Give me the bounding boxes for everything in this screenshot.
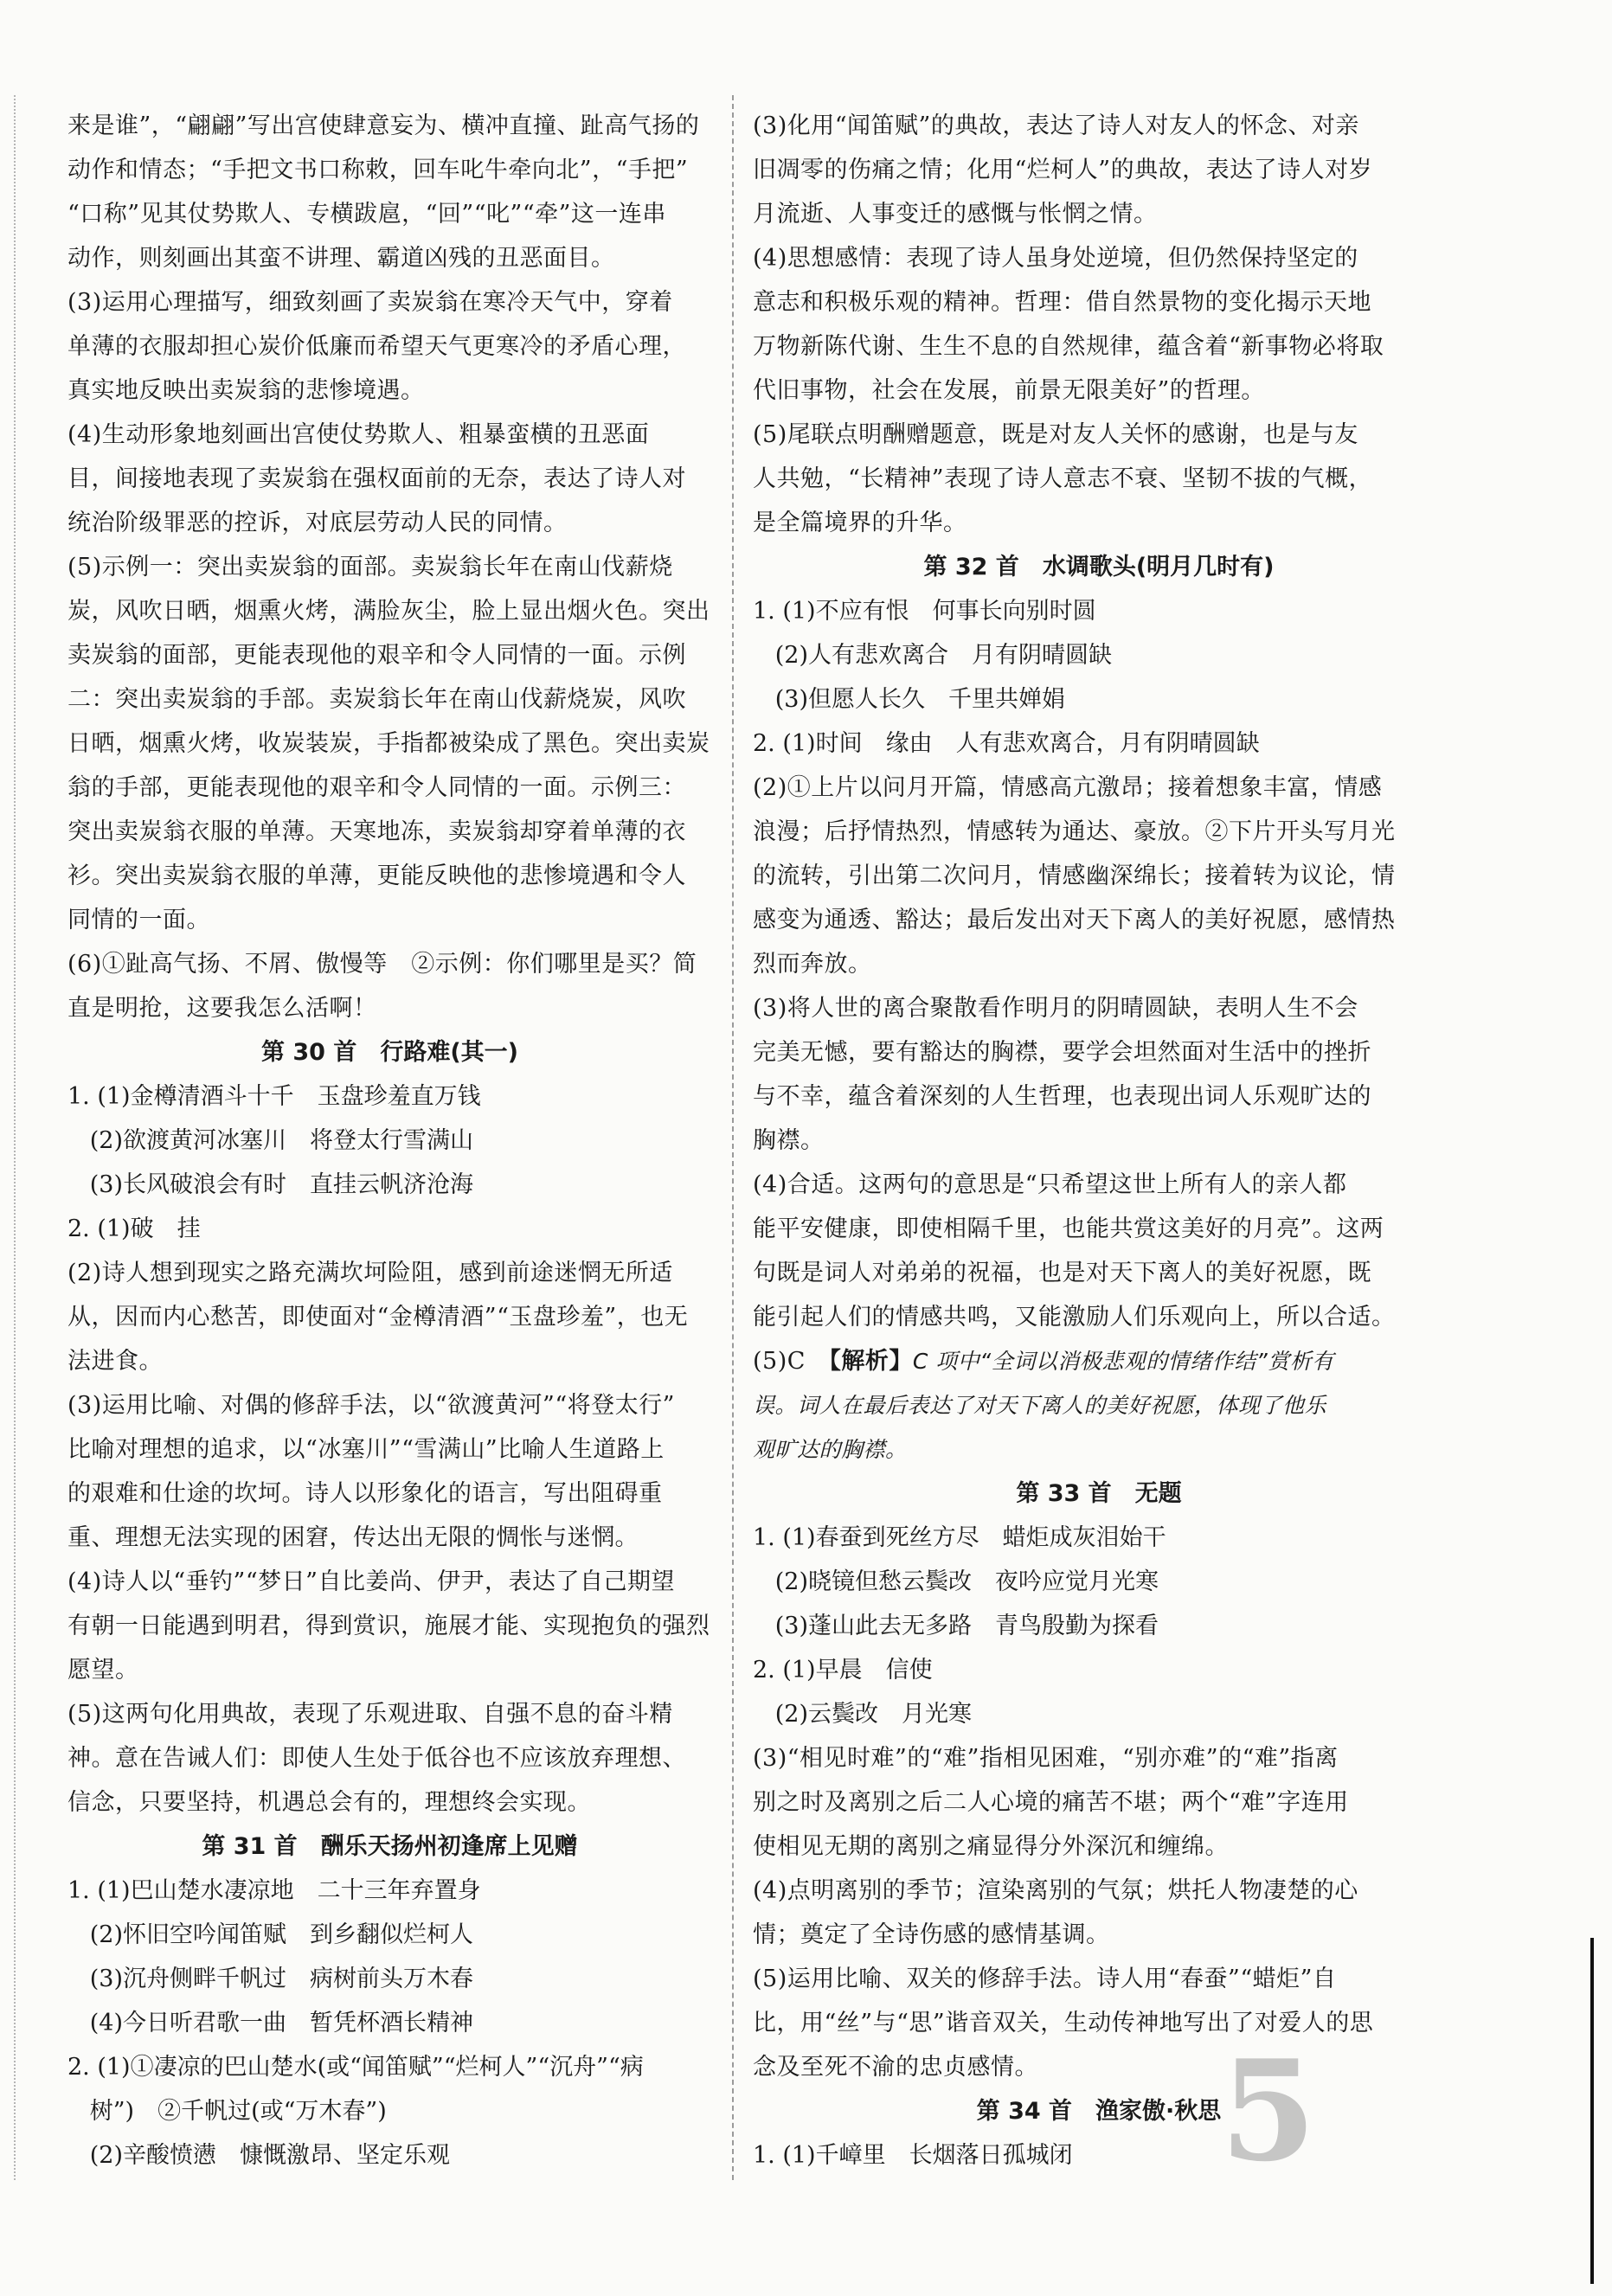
text-line: 统治阶级罪恶的控诉，对底层劳动人民的同情。 bbox=[67, 510, 568, 536]
answer-line: (2)辛酸愤懑 慷慨激昂、坚定乐观 bbox=[67, 2142, 450, 2169]
text-line: (6)①趾高气扬、不屑、傲慢等 ②示例：你们哪里是买？简 bbox=[67, 951, 697, 978]
text-line: 突出卖炭翁衣服的单薄。天寒地冻，卖炭翁却穿着单薄的衣 bbox=[67, 818, 686, 845]
text-line: 别之时及离别之后二人心境的痛苦不堪；两个“难”字连用 bbox=[753, 1789, 1349, 1816]
text-line: 愿望。 bbox=[67, 1657, 139, 1684]
analysis-text-2: 误。词人在最后表达了对天下离人的美好祝愿，体现了他乐 bbox=[753, 1393, 1327, 1418]
text-line: 能引起人们的情感共鸣，又能激励人们乐观向上，所以合适。 bbox=[753, 1304, 1396, 1331]
text-line: 单薄的衣服却担心炭价低廉而希望天气更寒冷的矛盾心理， bbox=[67, 333, 686, 360]
text-line: 目，间接地表现了卖炭翁在强权面前的无奈，表达了诗人对 bbox=[67, 465, 686, 492]
text-line: 动作和情态；“手把文书口称敕，回车叱牛牵向北”，“手把” bbox=[67, 157, 689, 183]
text-line: 翁的手部，更能表现他的艰辛和令人同情的一面。示例三： bbox=[67, 774, 686, 801]
q5-answer: (5)C bbox=[753, 1348, 830, 1375]
text-line: 胸襟。 bbox=[753, 1127, 825, 1154]
answer-line: 树”) ②千帆过(或“万木春”) bbox=[67, 2098, 387, 2125]
text-line: (4)生动形象地刻画出宫使仗势欺人、粗暴蛮横的丑恶面 bbox=[67, 421, 650, 448]
text-line: (3)将人世的离合聚散看作明月的阴晴圆缺，表明人生不会 bbox=[753, 995, 1358, 1022]
text-line: (3)运用心理描写，细致刻画了卖炭翁在寒冷天气中，穿着 bbox=[67, 289, 673, 316]
text-line: 比喻对理想的追求，以“冰塞川”“雪满山”比喻人生道路上 bbox=[67, 1436, 665, 1463]
text-line: (3)化用“闻笛赋”的典故，表达了诗人对友人的怀念、对亲 bbox=[753, 112, 1359, 139]
answer-line: (2)欲渡黄河冰塞川 将登太行雪满山 bbox=[67, 1127, 473, 1154]
text-line: (2)①上片以问月开篇，情感高亢激昂；接着想象丰富，情感 bbox=[753, 774, 1383, 801]
text-line: (4)思想感情：表现了诗人虽身处逆境，但仍然保持坚定的 bbox=[753, 245, 1358, 272]
answer-line: (2)云鬓改 月光寒 bbox=[753, 1701, 972, 1728]
answer-line: (2)怀旧空吟闻笛赋 到乡翻似烂柯人 bbox=[67, 1921, 473, 1948]
text-line: 使相见无期的离别之痛显得分外深沉和缠绵。 bbox=[753, 1833, 1229, 1860]
text-line: 完美无憾，要有豁达的胸襟，要学会坦然面对生活中的挫折 bbox=[753, 1039, 1371, 1066]
answer-line: (2)晓镜但愁云鬓改 夜吟应觉月光寒 bbox=[753, 1568, 1159, 1595]
section-title-32: 第 32 首 水调歌头(明月几时有) bbox=[923, 554, 1275, 580]
left-column bbox=[67, 104, 712, 2177]
poem33-explanations bbox=[753, 1736, 1445, 2089]
answer-line: (4)今日听君歌一曲 暂凭杯酒长精神 bbox=[67, 2010, 473, 2036]
poem34-answers bbox=[753, 2133, 1445, 2177]
text-line: 是全篇境界的升华。 bbox=[753, 510, 967, 536]
analysis-tag: 【解析】 bbox=[829, 1348, 913, 1375]
poem30-explanations bbox=[67, 1251, 712, 1825]
section-title-31: 第 31 首 酬乐天扬州初逢席上见赠 bbox=[202, 1833, 578, 1860]
text-line: 来是谁”，“翩翩”写出宫使肆意妄为、横冲直撞、趾高气扬的 bbox=[67, 112, 700, 139]
text-line: 同情的一面。 bbox=[67, 907, 210, 933]
binding-edge bbox=[14, 95, 16, 2180]
analysis-text-3: 观旷达的胸襟。 bbox=[753, 1437, 908, 1462]
text-line: (5)示例一：突出卖炭翁的面部。卖炭翁长年在南山伐薪烧 bbox=[67, 554, 673, 580]
text-line: 衫。突出卖炭翁衣服的单薄，更能反映他的悲惨境遇和令人 bbox=[67, 863, 686, 889]
answer-line: (3)但愿人长久 千里共婵娟 bbox=[753, 686, 1065, 713]
text-line: 句既是词人对弟弟的祝福，也是对天下离人的美好祝愿，既 bbox=[753, 1260, 1371, 1286]
text-line: 的流转，引出第二次问月，情感幽深绵长；接着转为议论，情 bbox=[753, 863, 1396, 889]
text-line: (3)运用比喻、对偶的修辞手法，以“欲渡黄河”“将登太行” bbox=[67, 1392, 675, 1419]
text-line: 神。意在告诫人们：即使人生处于低谷也不应该放弃理想、 bbox=[67, 1745, 686, 1772]
text-line: 旧凋零的伤痛之情；化用“烂柯人”的典故，表达了诗人对岁 bbox=[753, 157, 1373, 183]
poem30-answers bbox=[67, 1074, 712, 1251]
text-line: 意志和积极乐观的精神。哲理：借自然景物的变化揭示天地 bbox=[753, 289, 1371, 316]
right-column bbox=[753, 104, 1445, 2177]
text-line: 有朝一日能遇到明君，得到赏识，施展才能、实现抱负的强烈 bbox=[67, 1613, 710, 1639]
poem31-answers bbox=[67, 1869, 712, 2177]
answer-line: 1. (1)千嶂里 长烟落日孤城闭 bbox=[753, 2142, 1073, 2169]
answer-line: 2. (1)①凄凉的巴山楚水(或“闻笛赋”“烂柯人”“沉舟”“病 bbox=[67, 2054, 644, 2081]
text-line: 情；奠定了全诗伤感的感情基调。 bbox=[753, 1921, 1110, 1948]
text-line: 念及至死不渝的忠贞感情。 bbox=[753, 2054, 1038, 2081]
text-line: (3)“相见时难”的“难”指相见困难，“别亦难”的“难”指离 bbox=[753, 1745, 1339, 1772]
text-line: 真实地反映出卖炭翁的悲惨境遇。 bbox=[67, 377, 425, 404]
section-title-30: 第 30 首 行路难(其一) bbox=[260, 1039, 519, 1066]
answer-line: 1. (1)巴山楚水凄凉地 二十三年弃置身 bbox=[67, 1877, 481, 1904]
text-line: 从，因而内心愁苦，即使面对“金樽清酒”“玉盘珍羞”，也无 bbox=[67, 1304, 689, 1331]
poem31-continued bbox=[753, 104, 1445, 545]
text-line: 动作，则刻画出其蛮不讲理、霸道凶残的丑恶面目。 bbox=[67, 245, 615, 272]
poem32-answers bbox=[753, 589, 1445, 766]
text-line: (5)尾联点明酬赠题意，既是对友人关怀的感谢，也是与友 bbox=[753, 421, 1358, 448]
analysis-text-1: C 项中“全词以消极悲观的情绪作结”赏析有 bbox=[912, 1349, 1334, 1374]
answer-line: (3)沉舟侧畔千帆过 病树前头万木春 bbox=[67, 1966, 473, 1992]
answer-line: 2. (1)时间 缘由 人有悲欢离合，月有阴晴圆缺 bbox=[753, 730, 1260, 757]
text-line: 炭，风吹日晒，烟熏火烤，满脸灰尘，脸上显出烟火色。突出 bbox=[67, 598, 710, 625]
answer-line: (2)人有悲欢离合 月有阴晴圆缺 bbox=[753, 642, 1112, 669]
answer-line: 2. (1)破 挂 bbox=[67, 1215, 201, 1242]
text-line: 比，用“丝”与“思”谐音双关，生动传神地写出了对爱人的思 bbox=[753, 2010, 1374, 2036]
text-line: 万物新陈代谢、生生不息的自然规律，蕴含着“新事物必将取 bbox=[753, 333, 1384, 360]
answer-line: 1. (1)金樽清酒斗十千 玉盘珍羞直万钱 bbox=[67, 1083, 481, 1110]
text-line: 浪漫；后抒情热烈，情感转为通达、豪放。②下片开头写月光 bbox=[753, 818, 1396, 845]
poem29-continued bbox=[67, 104, 712, 1030]
text-line: 信念，只要坚持，机遇总会有的，理想终会实现。 bbox=[67, 1789, 591, 1816]
answer-line: 1. (1)春蚕到死丝方尽 蜡炬成灰泪始干 bbox=[753, 1524, 1166, 1551]
text-line: 烈而奔放。 bbox=[753, 951, 872, 978]
poem32-q5 bbox=[753, 1339, 1445, 1383]
text-line: 直是明抢，这要我怎么活啊！ bbox=[67, 995, 377, 1022]
section-title-33: 第 33 首 无题 bbox=[1016, 1480, 1182, 1507]
text-line: 法进食。 bbox=[67, 1348, 163, 1375]
text-line: 二：突出卖炭翁的手部。卖炭翁长年在南山伐薪烧炭，风吹 bbox=[67, 686, 686, 713]
text-line: 日晒，烟熏火烤，收炭装炭，手指都被染成了黑色。突出卖炭 bbox=[67, 730, 710, 757]
text-line: 代旧事物，社会在发展，前景无限美好”的哲理。 bbox=[753, 377, 1265, 404]
text-line: “口称”见其仗势欺人、专横跋扈，“回”“叱”“牵”这一连串 bbox=[67, 201, 666, 228]
text-line: 人共勉，“长精神”表现了诗人意志不衰、坚韧不拔的气概， bbox=[753, 465, 1373, 492]
text-line: 月流逝、人事变迁的感慨与怅惘之情。 bbox=[753, 201, 1158, 228]
text-line: (5)这两句化用典故，表现了乐观进取、自强不息的奋斗精 bbox=[67, 1701, 673, 1728]
text-line: (5)运用比喻、双关的修辞手法。诗人用“春蚕”“蜡炬”自 bbox=[753, 1966, 1337, 1992]
text-line: (4)合适。这两句的意思是“只希望这世上所有人的亲人都 bbox=[753, 1171, 1347, 1198]
section-title-34: 第 34 首 渔家傲·秋思 bbox=[976, 2098, 1222, 2125]
text-line: (4)点明离别的季节；渲染离别的气氛；烘托人物凄楚的心 bbox=[753, 1877, 1358, 1904]
text-line: 卖炭翁的面部，更能表现他的艰辛和令人同情的一面。示例 bbox=[67, 642, 686, 669]
text-line: (4)诗人以“垂钓”“梦日”自比姜尚、伊尹，表达了自己期望 bbox=[67, 1568, 675, 1595]
poem33-answers bbox=[753, 1516, 1445, 1736]
edge-rule bbox=[1590, 1938, 1594, 2284]
text-line: 的艰难和仕途的坎坷。诗人以形象化的语言，写出阻碍重 bbox=[67, 1480, 663, 1507]
text-line: (2)诗人想到现实之路充满坎坷险阻，感到前途迷惘无所适 bbox=[67, 1260, 673, 1286]
text-line: 重、理想无法实现的困窘，传达出无限的惆怅与迷惘。 bbox=[67, 1524, 639, 1551]
column-divider bbox=[732, 95, 734, 2180]
answer-line: 1. (1)不应有恨 何事长向别时圆 bbox=[753, 598, 1096, 625]
text-line: 与不幸，蕴含着深刻的人生哲理，也表现出词人乐观旷达的 bbox=[753, 1083, 1371, 1110]
answer-line: (3)蓬山此去无多路 青鸟殷勤为探看 bbox=[753, 1613, 1159, 1639]
poem32-explanations bbox=[753, 766, 1445, 1339]
page-number: 5 bbox=[1220, 2030, 1317, 2192]
text-line: 能平安健康，即使相隔千里，也能共赏这美好的月亮”。这两 bbox=[753, 1215, 1384, 1242]
answer-line: (3)长风破浪会有时 直挂云帆济沧海 bbox=[67, 1171, 473, 1198]
answer-line: 2. (1)早晨 信使 bbox=[753, 1657, 933, 1684]
text-line: 感变为通透、豁达；最后发出对天下离人的美好祝愿，感情热 bbox=[753, 907, 1396, 933]
